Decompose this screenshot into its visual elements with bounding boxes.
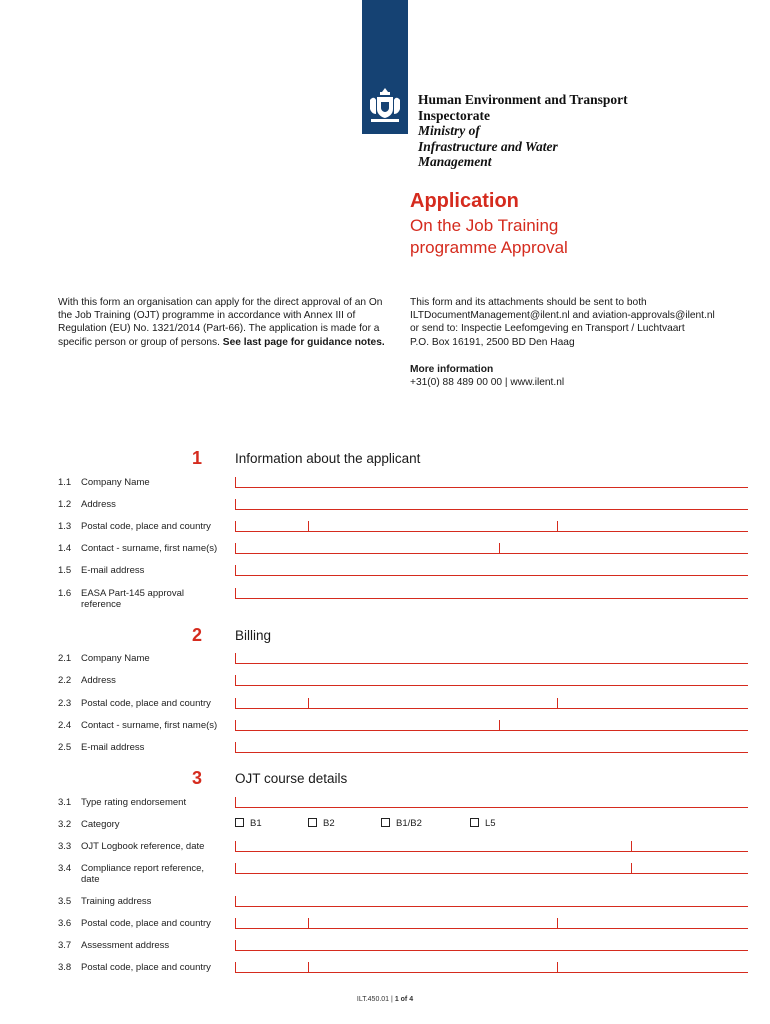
field-number: 3.1 [58,797,72,808]
category-option-b1[interactable] [235,818,262,829]
section-2-number: 2 [191,625,202,645]
field-label: Address [81,675,116,686]
field-number: 3.7 [58,940,72,951]
address-input[interactable] [235,509,748,510]
field-start-tick [235,720,236,730]
category-options [235,818,748,832]
field-divider-tick [557,962,558,972]
field-divider-tick [308,521,309,531]
subtitle-line-1: On the Job Training [410,216,559,235]
send-line-3: or send to: Inspectie Leefomgeving en Transport / Luchtvaart [410,323,685,335]
field-label: E-mail address [81,565,145,576]
field-start-tick [235,896,236,906]
option-label: L5 [485,818,496,829]
field-number: 1.6 [58,588,72,599]
checkbox[interactable] [470,818,479,827]
option-label: B1/B2 [396,818,422,829]
company-name-input[interactable] [235,487,748,488]
field-start-tick [235,543,236,553]
billing-postal-place-country-input[interactable] [235,708,748,709]
assessment-postal-place-country-input[interactable] [235,972,748,973]
billing-address-input[interactable] [235,685,748,686]
field-label: EASA Part-145 approval reference [81,588,184,610]
field-label: Address [81,499,116,510]
field-label: Category [81,819,120,830]
field-start-tick [235,499,236,509]
footer-separator: | [391,996,393,1003]
field-number: 1.2 [58,499,72,510]
field-start-tick [235,940,236,950]
checkbox[interactable] [308,818,317,827]
contact-name-input[interactable] [235,553,748,554]
field-start-tick [235,653,236,663]
field-start-tick [235,588,236,598]
send-line-4: P.O. Box 16191, 2500 BD Den Haag [410,336,575,348]
billing-company-name-input[interactable] [235,663,748,664]
field-start-tick [235,962,236,972]
field-number: 3.3 [58,841,72,852]
field-label: E-mail address [81,742,145,753]
field-start-tick [235,698,236,708]
checkbox[interactable] [235,818,244,827]
section-3-title: OJT course details [235,771,348,786]
intro-body: With this form an organisation can apply for the direct approval of an On the Job Training (OJT) programme in accordance with Annex III of Regulation (EU) No. 1321/2014 (Part-66). The application is made for a specific person or group of persons. [58,297,383,348]
send-instructions [410,296,750,349]
field-divider-tick [308,698,309,708]
email-input[interactable] [235,575,748,576]
field-divider-tick [557,521,558,531]
section-1-title: Information about the applicant [235,451,421,466]
field-number: 2.1 [58,653,72,664]
field-start-tick [235,675,236,685]
ojt-logbook-input[interactable] [235,851,748,852]
field-start-tick [235,565,236,575]
billing-contact-name-input[interactable] [235,730,748,731]
field-label: Postal code, place and country [81,918,211,929]
field-start-tick [235,521,236,531]
page-subtitle [410,215,568,259]
field-label: Assessment address [81,940,170,951]
field-number: 1.4 [58,543,72,554]
field-label: Contact - surname, first name(s) [81,543,218,554]
org-name-text: Human Environment and Transport Inspectorate [418,92,628,123]
field-number: 3.5 [58,896,72,907]
field-number: 2.2 [58,675,72,686]
field-label: OJT Logbook reference, date [81,841,205,852]
page-number: 1 of 4 [394,996,414,1003]
org-name [418,92,638,170]
field-label: Contact - surname, first name(s) [81,720,218,731]
field-label: Postal code, place and country [81,521,211,532]
send-line-2: ILTDocumentManagement@ilent.nl and aviation-approvals@ilent.nl [410,310,715,322]
more-info-contact: +31(0) 88 489 00 00 | www.ilent.nl [410,377,565,388]
page-title: Application [410,190,519,212]
billing-email-input[interactable] [235,752,748,753]
field-start-tick [235,863,236,873]
compliance-report-input[interactable] [235,873,748,874]
field-number: 2.5 [58,742,72,753]
field-number: 3.8 [58,962,72,973]
category-option-l5[interactable] [470,818,496,829]
field-label: Company Name [81,653,150,664]
section-3-number: 3 [191,768,202,788]
option-label: B2 [323,818,335,829]
field-number: 3.6 [58,918,72,929]
ministry-name: Ministry of Infrastructure and Water Management [418,123,558,169]
field-divider-tick [499,543,500,553]
category-option-b1-b2[interactable] [381,818,422,829]
field-start-tick [235,841,236,851]
send-line-1: This form and its attachments should be sent to both [410,297,647,308]
field-number: 2.4 [58,720,72,731]
field-number: 2.3 [58,698,72,709]
field-divider-tick [631,841,632,851]
subtitle-line-2: programme Approval [410,238,568,257]
intro-text [58,296,398,349]
field-divider-tick [557,698,558,708]
field-start-tick [235,477,236,487]
field-label: Compliance report reference, date [81,863,205,885]
field-start-tick [235,797,236,807]
field-divider-tick [631,863,632,873]
field-start-tick [235,742,236,752]
field-number: 3.4 [58,863,72,874]
field-number: 1.3 [58,521,72,532]
field-divider-tick [557,918,558,928]
option-label: B1 [250,818,262,829]
postal-place-country-input[interactable] [235,531,748,532]
field-divider-tick [308,962,309,972]
field-number: 1.1 [58,477,72,488]
category-option-b2[interactable] [308,818,335,829]
training-address-input[interactable] [235,906,748,907]
assessment-address-input[interactable] [235,950,748,951]
form-code: ILT.450.01 [356,996,390,1003]
type-rating-input[interactable] [235,807,748,808]
field-label: Type rating endorsement [81,797,187,808]
section-2-title: Billing [235,628,272,643]
field-label: Postal code, place and country [81,962,211,973]
field-start-tick [235,918,236,928]
field-number: 3.2 [58,819,72,830]
field-divider-tick [308,918,309,928]
more-info-title: More information [410,364,494,375]
training-postal-place-country-input[interactable] [235,928,748,929]
field-label: Company Name [81,477,150,488]
intro-guidance-note: See last page for guidance notes. [222,336,385,348]
section-1-number: 1 [191,448,202,468]
field-number: 1.5 [58,565,72,576]
field-label: Postal code, place and country [81,698,211,709]
field-divider-tick [499,720,500,730]
page-footer [0,996,770,1003]
checkbox[interactable] [381,818,390,827]
easa-reference-input[interactable] [235,598,748,599]
crest-icon [367,86,403,126]
field-label: Training address [81,896,152,907]
